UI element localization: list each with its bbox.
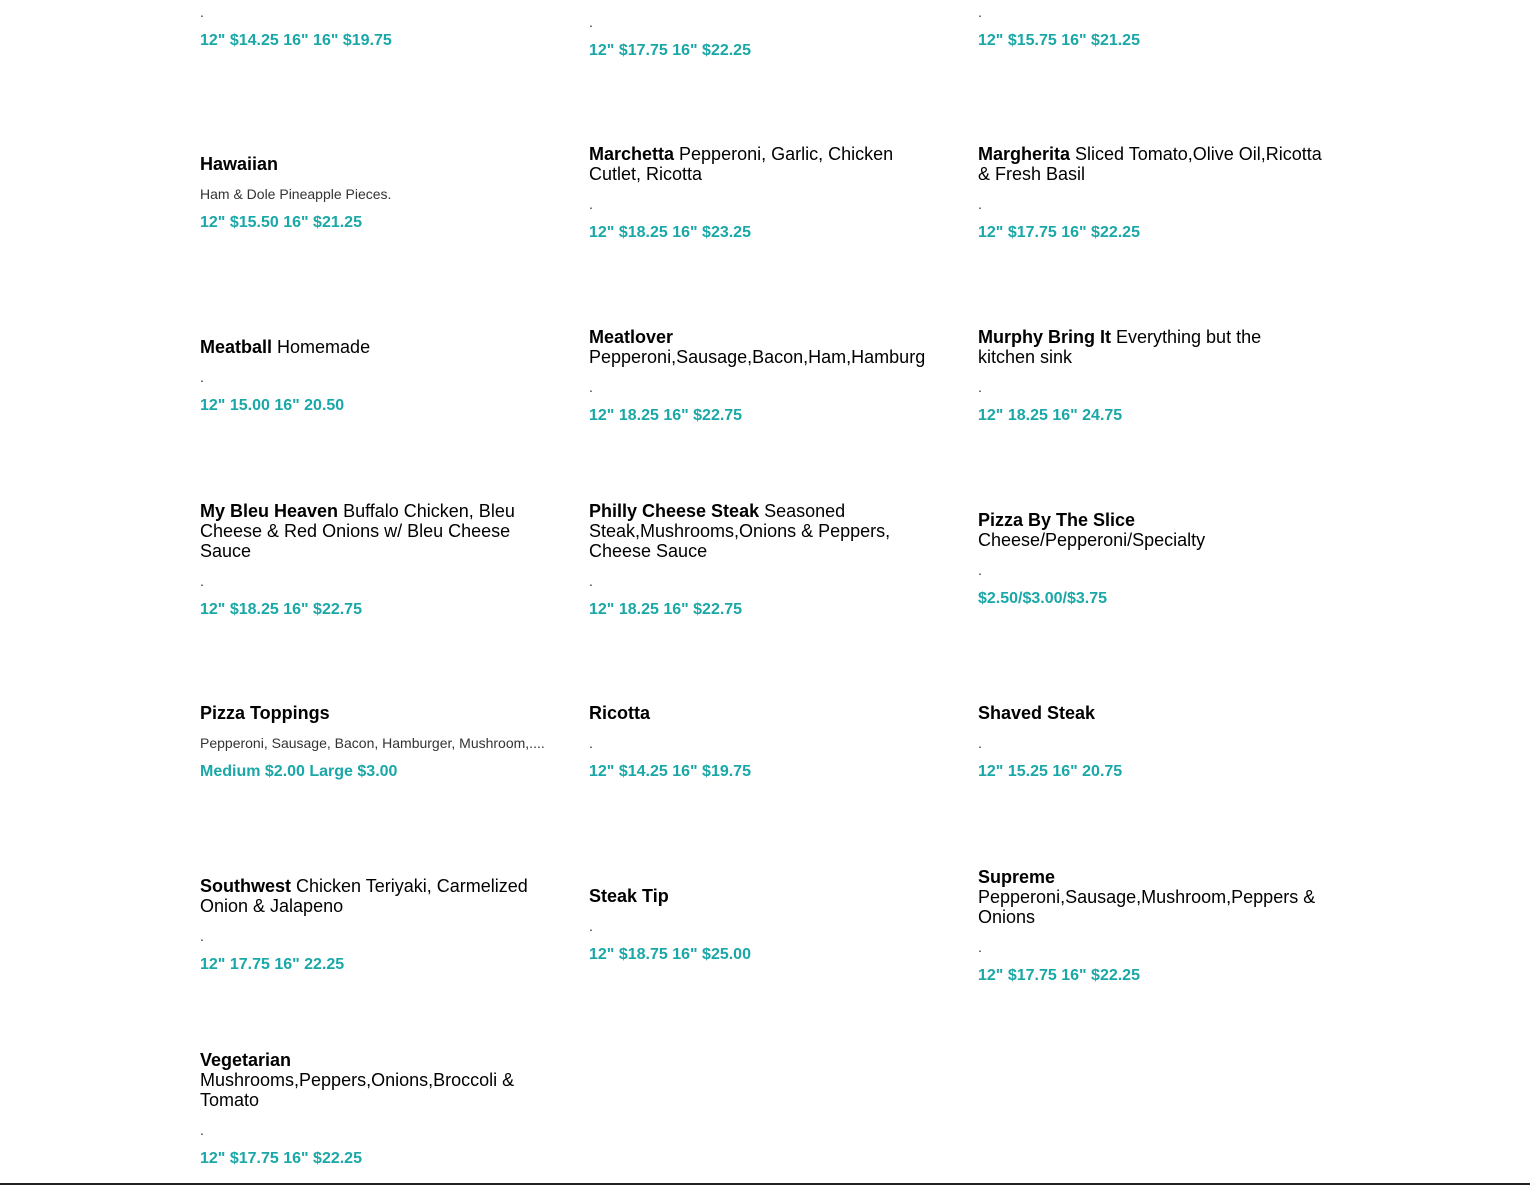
menu-item-description: .	[200, 573, 204, 589]
menu-item-description: .	[978, 4, 982, 20]
menu-item-title	[589, 327, 934, 367]
menu-item-description: .	[589, 196, 593, 212]
menu-item-philly-cheese-steak[interactable]	[589, 501, 934, 619]
menu-item-name: Margherita	[978, 144, 1071, 164]
menu-item-name: Southwest	[200, 876, 292, 896]
menu-item-price: 12" $18.25 16" $23.25	[589, 224, 751, 241]
menu-item[interactable]	[589, 14, 934, 60]
menu-item-name: My Bleu Heaven	[200, 501, 339, 521]
menu-item-supreme[interactable]	[978, 867, 1323, 985]
menu-item-my-bleu-heaven[interactable]	[200, 501, 545, 619]
menu-item-vegetarian[interactable]	[200, 1050, 545, 1168]
menu-item-name: Ricotta	[589, 703, 651, 723]
menu-item-title	[978, 144, 1323, 184]
menu-item-description: .	[589, 573, 593, 589]
menu-item-description: .	[200, 1122, 204, 1138]
menu-item-title	[978, 510, 1323, 550]
menu-item-meatball[interactable]	[200, 337, 545, 415]
menu-item-name: Supreme	[978, 867, 1056, 887]
menu-item-margherita[interactable]	[978, 144, 1323, 242]
menu-item-name: Hawaiian	[200, 154, 279, 174]
menu-item-title	[589, 886, 934, 906]
menu-item-name: Meatlover	[589, 327, 674, 347]
menu-item-price: 12" $15.75 16" $21.25	[978, 32, 1140, 49]
menu-item-title	[200, 703, 545, 723]
menu-item-meatlover[interactable]	[589, 327, 934, 425]
menu-item-price: 12" 18.25 16" 24.75	[978, 407, 1123, 424]
bottom-divider	[0, 1183, 1530, 1185]
menu-item-price: 12" 15.00 16" 20.50	[200, 397, 345, 414]
menu-item-detail: Sliced Tomato,Olive Oil,Ricotta & Fresh Basil	[978, 144, 1322, 184]
menu-item-marchetta[interactable]	[589, 144, 934, 242]
menu-item-detail: Cheese/Pepperoni/Specialty	[978, 530, 1206, 550]
menu-item-description: .	[978, 196, 982, 212]
menu-item-price: 12" $15.50 16" $21.25	[200, 214, 362, 231]
menu-item-murphy-bring-it[interactable]	[978, 327, 1323, 425]
menu-item-title	[200, 337, 545, 357]
menu-item-description: .	[589, 14, 593, 30]
menu-item-detail: Pepperoni,Sausage,Bacon,Ham,Hamburg	[589, 347, 926, 367]
menu-item-description: .	[978, 379, 982, 395]
menu-item-detail: Buffalo Chicken, Bleu Cheese & Red Onions w/ Bleu Cheese Sauce	[200, 501, 515, 561]
menu-item[interactable]	[200, 4, 545, 50]
menu-item-description: .	[978, 735, 982, 751]
menu-item-pizza-toppings[interactable]	[200, 703, 545, 781]
menu-item-price: 12" $18.75 16" $25.00	[589, 946, 751, 963]
menu-item-pizza-by-the-slice[interactable]	[978, 510, 1323, 608]
menu-item-hawaiian[interactable]	[200, 154, 545, 232]
menu-item-name: Pizza By The Slice	[978, 510, 1136, 530]
menu-item-price: $2.50/$3.00/$3.75	[978, 590, 1108, 607]
menu-item-shaved-steak[interactable]	[978, 703, 1323, 781]
menu-item-steak-tip[interactable]	[589, 886, 934, 964]
menu-item-description: .	[978, 939, 982, 955]
menu-item[interactable]	[978, 4, 1323, 50]
menu-item-description: .	[589, 379, 593, 395]
menu-item-title	[589, 144, 934, 184]
menu-item-detail: Everything but the kitchen sink	[978, 327, 1262, 367]
menu-item-price: Medium $2.00 Large $3.00	[200, 763, 398, 780]
menu-item-name: Marchetta	[589, 144, 675, 164]
menu-item-title	[978, 867, 1323, 927]
menu-item-name: Pizza Toppings	[200, 703, 330, 723]
menu-item-detail: Pepperoni,Sausage,Mushroom,Peppers & Onions	[978, 887, 1316, 927]
menu-item-price: 12" 17.75 16" 22.25	[200, 956, 345, 973]
menu-item-detail: Pepperoni, Garlic, Chicken Cutlet, Ricotta	[589, 144, 894, 184]
menu-item-title	[589, 703, 934, 723]
menu-item-description: .	[978, 562, 982, 578]
menu-item-description: .	[200, 928, 204, 944]
menu-item-price: 12" $17.75 16" $22.25	[589, 42, 751, 59]
menu-item-title	[200, 154, 545, 174]
menu-item-price: 12" 15.25 16" 20.75	[978, 763, 1123, 780]
menu-item-description: Ham & Dole Pineapple Pieces.	[200, 186, 392, 202]
menu-item-price: 12" 18.25 16" $22.75	[589, 407, 743, 424]
menu-item-description: .	[200, 369, 204, 385]
menu-item-detail: Homemade	[272, 337, 371, 357]
menu-item-description: .	[589, 918, 593, 934]
menu-item-detail: Mushrooms,Peppers,Onions,Broccoli & Tomato	[200, 1070, 515, 1110]
menu-item-description: .	[589, 735, 593, 751]
menu-item-price: 12" $17.75 16" $22.25	[978, 967, 1140, 984]
menu-item-name: Vegetarian	[200, 1050, 292, 1070]
menu-item-detail: Chicken Teriyaki, Carmelized Onion & Jalapeno	[200, 876, 528, 916]
menu-item-name: Meatball	[200, 337, 273, 357]
menu-item-price: 12" $17.75 16" $22.25	[978, 224, 1140, 241]
menu-item-description: .	[200, 4, 204, 20]
menu-item-title	[200, 1050, 545, 1110]
menu-item-title	[978, 703, 1323, 723]
menu-item-description: Pepperoni, Sausage, Bacon, Hamburger, Mushroom,....	[200, 735, 545, 751]
menu-item-name: Philly Cheese Steak	[589, 501, 760, 521]
menu-item-price: 12" $17.75 16" $22.25	[200, 1150, 362, 1167]
menu-item-southwest[interactable]	[200, 876, 545, 974]
menu-item-name: Murphy Bring It	[978, 327, 1111, 347]
menu-item-name: Steak Tip	[589, 886, 669, 906]
menu-item-title	[978, 327, 1323, 367]
menu-item-title	[200, 876, 545, 916]
menu-item-title	[589, 501, 934, 561]
menu-item-title	[200, 501, 545, 561]
menu-item-ricotta[interactable]	[589, 703, 934, 781]
menu-item-price: 12" $14.25 16" $19.75	[589, 763, 751, 780]
menu-item-detail: Seasoned Steak,Mushrooms,Onions & Peppers, Cheese Sauce	[589, 501, 891, 561]
menu-item-price: 12" 18.25 16" $22.75	[589, 601, 743, 618]
menu-item-name: Shaved Steak	[978, 703, 1096, 723]
menu-item-price: 12" $14.25 16" 16" $19.75	[200, 32, 392, 49]
menu-item-price: 12" $18.25 16" $22.75	[200, 601, 362, 618]
